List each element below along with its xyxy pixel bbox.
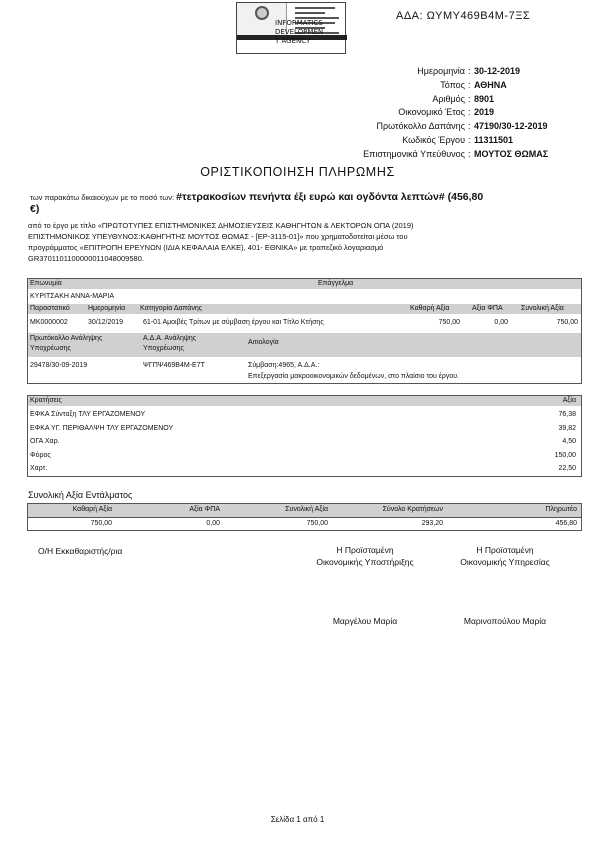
meta-value: 30-12-2019 — [474, 66, 521, 76]
deduction-name: ΕΦΚΑ ΥΓ. ΠΕΡΙΘΑΛΨΗ ΤΛΥ ΕΡΓΑΖΟΜΕΝΟΥ — [30, 425, 174, 432]
meta-key: Επιστημονικά Υπεύθυνος — [363, 148, 465, 159]
meta-value: ΑΘΗΝΑ — [474, 79, 507, 90]
net-value: 750,00 — [438, 319, 460, 326]
header-document: Παραστατικό — [30, 305, 70, 312]
project-description — [28, 220, 583, 264]
header-net: Καθαρή Αξία — [410, 305, 450, 312]
deductions-header-row — [28, 396, 581, 406]
deduction-value: 76,38 — [558, 411, 576, 418]
meta-key: Τόπος — [440, 79, 465, 90]
page-title: ΟΡΙΣΤΙΚΟΠΟΙΗΣΗ ΠΛΗΡΩΜΗΣ — [200, 165, 395, 179]
payment-amount-line — [30, 191, 585, 215]
meta-value: ΜΟΥΤΟΣ ΘΩΜΑΣ — [474, 148, 549, 159]
signature-head2-dept: Οικονομικής Υπηρεσίας — [460, 557, 550, 567]
header-commitment-ada: Α.Δ.Α. Ανάληψης Υποχρέωσης — [143, 335, 197, 352]
description-line: GR3701101100000011048009580. — [28, 254, 144, 263]
page-number: Σελίδα 1 από 1 — [270, 815, 325, 824]
signature-name1: Μαργέλου Μαρία — [332, 616, 398, 626]
beneficiary-name: ΚΥΡΙΤΣΑΚΗ ΑΝΝΑ-ΜΑΡΙΑ — [30, 293, 115, 300]
deduction-value: 150,00 — [554, 452, 576, 459]
summary-header-vat: Αξία ΦΠΑ — [189, 506, 220, 513]
beneficiary-header-row — [28, 279, 581, 289]
header-category: Κατηγορία Δαπάνης — [140, 305, 203, 312]
meta-value: 47190/30-12-2019 — [474, 121, 548, 132]
logo-overlay-line1: INFORMATICS — [275, 19, 323, 27]
deduction-value: 39,82 — [558, 425, 576, 432]
signature-head1-title: Η Προϊσταμένη — [336, 545, 394, 555]
document-number: ΜΚ0000002 — [30, 319, 68, 326]
summary-title: Συνολική Αξία Εντάλματος — [28, 490, 133, 500]
deductions-header-name: Κρατήσεις — [30, 397, 62, 404]
meta-key: Ημερομηνία — [417, 66, 465, 76]
total-value: 750,00 — [556, 319, 578, 326]
description-line: ΕΠΙΣΤΗΜΟΝΙΚΟΣ ΥΠΕΥΘΥΝΟΣ:ΚΑΘΗΓΗΤΗΣ ΜΟΥΤΟΣ ΘΩΜΑΣ - [ΕΡ-3115-01]» που χρηματοδοτείται μέσω του — [28, 232, 408, 241]
header-profession: Επάγγελμα — [318, 280, 354, 287]
organization-logo — [236, 2, 346, 54]
header-reason: Αιτιολογία — [248, 339, 279, 346]
deductions-header-value: Αξία — [562, 397, 576, 404]
meta-key: Πρωτόκολλο Δαπάνης — [376, 121, 465, 132]
commitment-ada: ΨΓΠΨ469Β4Μ-Ε7Τ — [143, 362, 205, 369]
deduction-name: Φόρος — [30, 452, 51, 459]
summary-header-deductions: Σύνολο Κρατήσεων — [382, 506, 443, 513]
header-date: Ημερομηνία — [88, 305, 126, 312]
header-total: Συνολική Αξία — [521, 305, 564, 312]
logo-overlay-line2: DEVELOPMEN — [275, 28, 324, 36]
signature-head1-dept: Οικονομικής Υποστήριξης — [316, 557, 414, 567]
header-vat: Αξία ΦΠΑ — [472, 305, 503, 312]
signature-clearer: Ο/Η Εκκαθαριστής/ρια — [38, 546, 123, 556]
deduction-name: Χαρτ. — [30, 465, 48, 472]
document-date: 30/12/2019 — [88, 319, 124, 326]
deductions-table — [27, 395, 582, 477]
summary-deductions: 293,20 — [421, 520, 443, 527]
signature-head2-title: Η Προϊσταμένη — [476, 545, 534, 555]
summary-net: 750,00 — [90, 520, 112, 527]
deduction-name: ΕΦΚΑ Σύνταξη ΤΛΥ ΕΡΓΑΖΟΜΕΝΟΥ — [30, 411, 146, 418]
reason-line1: Σύμβαση:4965, Α.Δ.Α.: — [248, 362, 320, 369]
summary-total: 750,00 — [306, 520, 328, 527]
deduction-value: 22,50 — [558, 465, 576, 472]
amount-prefix: των παρακάτω δικαιούχων με το ποσό των: — [30, 193, 175, 202]
meta-value: 11311501 — [474, 134, 514, 145]
description-line: από το έργο με τίτλο «ΠΡΩΤΟΤΥΠΕΣ ΕΠΙΣΤΗΜΟΝΙΚΕΣ ΔΗΜΟΣΙΕΥΣΕΙΣ ΚΑΘΗΓΗΤΩΝ & ΛΕΚΤΟΡΩΝ ΟΠΑ (2019) — [28, 221, 414, 230]
summary-header-total: Συνολική Αξία — [285, 506, 328, 513]
meta-key: Αριθμός — [432, 93, 465, 104]
reason-line2: Επεξεργασία μακροοικονομικών δεδομένων, στο πλαίσιο του έργου. — [248, 373, 460, 380]
meta-value: 8901 — [474, 93, 495, 104]
description-line: προγράμματος «ΕΠΙΤΡΟΠΗ ΕΡΕΥΝΩΝ (ΙΔΙΑ ΚΕΦΑΛΑΙΑ ΕΛΚΕ), 401- ΕΘΝΙΚΑ» με τραπεζικό λογαριασμό — [28, 243, 384, 252]
deduction-name: ΟΓΑ Χαρ. — [30, 438, 60, 445]
meta-value: 2019 — [474, 107, 495, 118]
commitment-protocol: 29478/30-09-2019 — [30, 362, 88, 369]
header-name: Επωνυμία — [30, 280, 62, 287]
ada-code: ΑΔΑ: ΩΥΜΥ469Β4Μ-7ΞΣ — [396, 10, 531, 22]
summary-header-net: Καθαρή Αξία — [72, 506, 112, 513]
meta-key: Κωδικός Έργου — [402, 134, 465, 145]
expense-category: 61-01 Αμοιβές Τρίτων με σύμβαση έργου και Τίτλο Κτήσης — [143, 319, 324, 326]
amount-currency: €) — [30, 203, 40, 215]
summary-header-payable: Πληρωτέο — [545, 506, 577, 513]
signature-name2: Μαρινοπούλου Μαρία — [463, 616, 547, 626]
logo-overlay-line3: T AGENCY — [275, 37, 311, 45]
amount-text: #τετρακοσίων πενήντα έξι ευρώ και ογδόντα λεπτών# (456,80 — [176, 191, 484, 203]
vat-value: 0,00 — [494, 319, 508, 326]
summary-payable: 456,80 — [555, 520, 577, 527]
summary-vat: 0,00 — [206, 520, 220, 527]
header-protocol: Πρωτόκολλο Ανάληψης Υποχρέωσης — [30, 335, 103, 352]
meta-key: Οικονομικό Έτος — [398, 107, 465, 118]
deduction-value: 4,50 — [562, 438, 576, 445]
document-meta: Ημερομηνία : 30-12-2019 Τόπος : ΑΘΗΝΑ Αριθμός : 8901 Οικονομικό Έτος : 2019 Πρωτόκολλο Δαπάνης : 47190/30-12-2019 Κωδικός Έργου : 11311501 Επιστημονικά Υπεύθυνος : ΜΟΥΤΟΣ ΘΩΜΑΣ — [340, 66, 595, 163]
